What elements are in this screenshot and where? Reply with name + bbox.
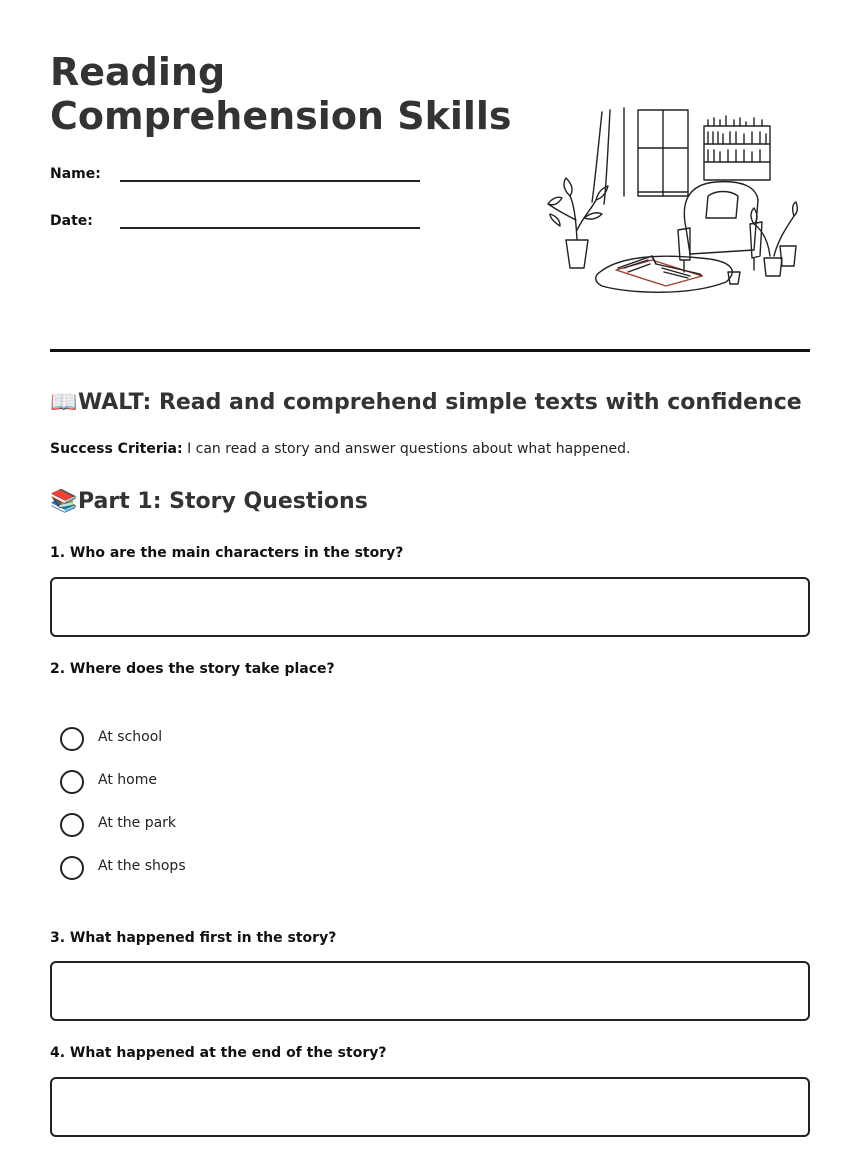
success-criteria — [50, 441, 630, 457]
question-1: 1. Who are the main characters in the story? — [50, 545, 404, 561]
reading-room-illustration — [540, 100, 800, 300]
success-criteria-label: Success Criteria: — [50, 441, 183, 457]
option-label: At the shops — [98, 858, 186, 874]
title-line-2: Comprehension Skills — [50, 94, 512, 138]
option-label: At home — [98, 772, 157, 788]
name-label: Name: — [50, 166, 101, 182]
part1-heading — [50, 489, 368, 514]
title-line-1: Reading — [50, 50, 226, 94]
walt-heading — [50, 390, 802, 415]
date-label: Date: — [50, 213, 93, 229]
date-field[interactable] — [50, 213, 420, 239]
date-line[interactable] — [120, 227, 420, 229]
answer-box-4[interactable] — [50, 1077, 810, 1137]
worksheet-title — [50, 50, 520, 138]
name-line[interactable] — [120, 180, 420, 182]
walt-heading-text: WALT: Read and comprehend simple texts with confidence — [78, 390, 802, 415]
open-book-icon: 📖 — [50, 390, 78, 415]
part1-heading-text: Part 1: Story Questions — [78, 489, 368, 514]
option-label: At school — [98, 729, 163, 745]
radio-button[interactable] — [60, 727, 84, 751]
books-icon: 📚 — [50, 489, 78, 514]
radio-button[interactable] — [60, 856, 84, 880]
question-3: 3. What happened first in the story? — [50, 930, 337, 946]
answer-box-3[interactable] — [50, 961, 810, 1021]
name-field[interactable] — [50, 166, 420, 192]
question-2: 2. Where does the story take place? — [50, 661, 335, 677]
option-label: At the park — [98, 815, 177, 831]
answer-box-1[interactable] — [50, 577, 810, 637]
question-4: 4. What happened at the end of the story? — [50, 1045, 387, 1061]
header-divider — [50, 349, 810, 352]
radio-button[interactable] — [60, 770, 84, 794]
success-criteria-text: I can read a story and answer questions about what happened. — [187, 441, 631, 457]
radio-button[interactable] — [60, 813, 84, 837]
